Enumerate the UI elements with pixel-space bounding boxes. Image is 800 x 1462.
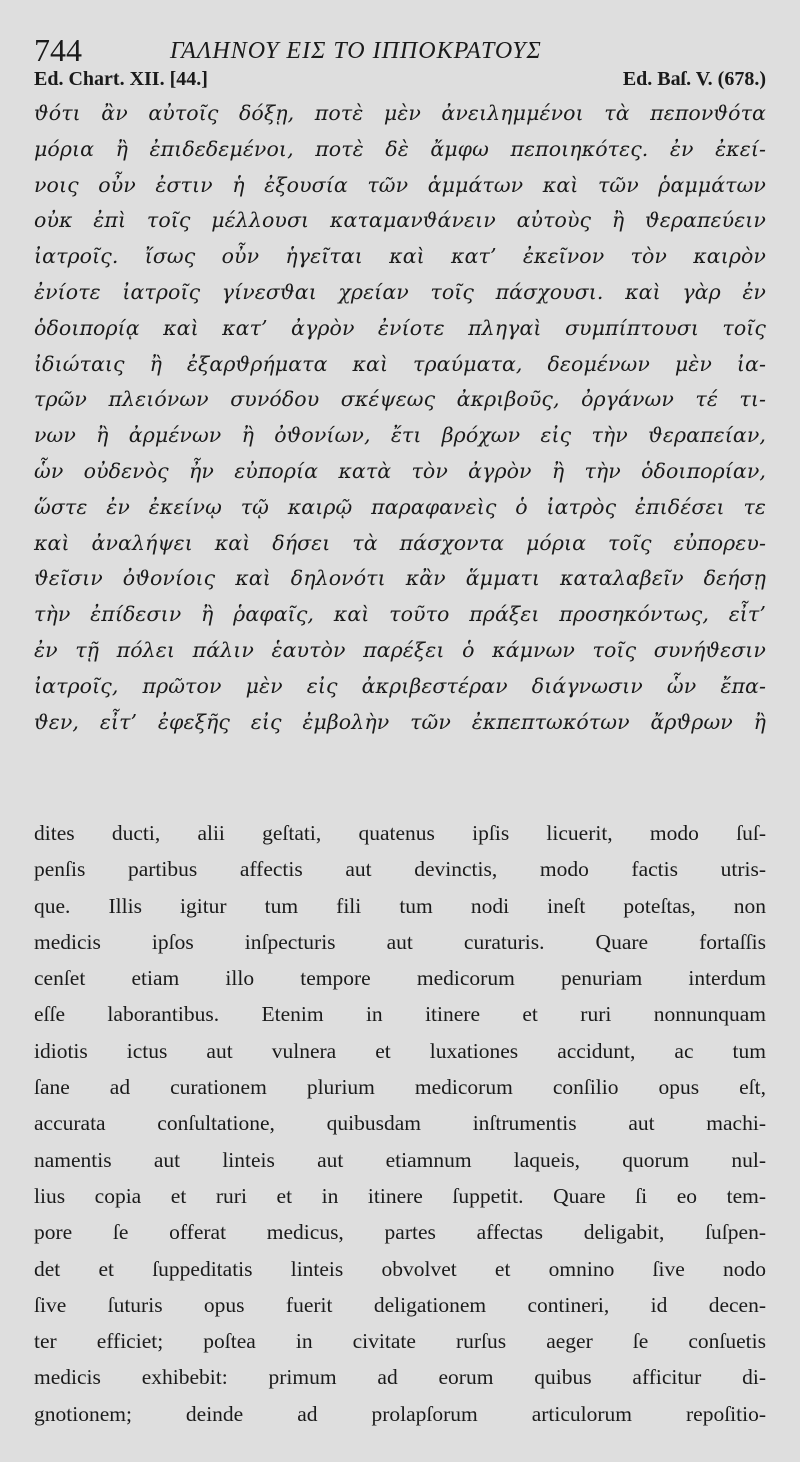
greek-text <box>34 96 766 740</box>
greek-text-line: νοις οὖν ἐστιν ἡ ἐξουσία τῶν ἁμμάτων καὶ τῶν ῥαμμάτων <box>34 172 766 197</box>
latin-text <box>34 815 766 1432</box>
latin-text-line: penſis partibus affectis aut devinctis, modo factis utris- <box>34 857 766 882</box>
greek-text-line: οὐκ ἐπὶ τοῖς μέλλουσι καταμανϑάνειν αὐτοὺς ἢ ϑεραπεύειν <box>34 208 766 233</box>
greek-text-line: ἰατροῖς, πρῶτον μὲν εἰς ἀκριβεστέραν διάγνωσιν ὧν ἔπα- <box>34 673 766 698</box>
greek-text-line: τὴν ἐπίδεσιν ἢ ῥαφαῖς, καὶ τοῦτο πράξει προσηκόντως, εἶτ’ <box>34 602 766 627</box>
latin-text-line: gnotionem; deinde ad prolapſorum articulorum repoſitio- <box>34 1401 766 1426</box>
latin-text-line: ſive ſuturis opus fuerit deligationem contineri, id decen- <box>34 1292 766 1317</box>
latin-text-line: det et ſuppeditatis linteis obvolvet et omnino ſive nodo <box>34 1256 766 1281</box>
latin-text-line: ſane ad curationem plurium medicorum conſilio opus eſt, <box>34 1075 766 1100</box>
greek-text-line: ἐν τῇ πόλει πάλιν ἑαυτὸν παρέξει ὁ κάμνων τοῖς συνήϑεσιν <box>34 637 766 662</box>
greek-text-line: ϑεῖσιν ὀϑονίοις καὶ δηλονότι κἂν ἅμματι καταλαβεῖν δεήσῃ <box>34 566 766 591</box>
greek-text-line: ὧν οὐδενὸς ἦν εὐπορία κατὰ τὸν ἀγρὸν ἢ τὴν ὁδοιπορίαν, <box>34 458 766 483</box>
greek-text-line: ἐνίοτε ἰατροῖς γίνεσϑαι χρείαν τοῖς πάσχουσι. καὶ γὰρ ἐν <box>34 279 766 304</box>
greek-text-line: τρῶν πλειόνων συνόδου σκέψεως ἀκριβοῦς, ὀργάνων τέ τι- <box>34 387 766 412</box>
latin-text-line: medicis ipſos inſpecturis aut curaturis. Quare fortaſſis <box>34 929 766 954</box>
latin-text-line: lius copia et ruri et in itinere ſuppetit. Quare ſi eo tem- <box>34 1183 766 1208</box>
greek-text-line: ὁδοιπορίᾳ καὶ κατ’ ἀγρὸν ἐνίοτε πληγαὶ συμπίπτουσι τοῖς <box>34 315 766 340</box>
greek-text-line: ϑεν, εἶτ’ ἐφεξῆς εἰς ἐμβολὴν τῶν ἐκπεπτωκότων ἄρϑρων ἢ <box>34 709 766 734</box>
greek-text-line: ἰατροῖς. ἴσως οὖν ἡγεῖται καὶ κατ’ ἐκεῖνον τὸν καιρὸν <box>34 244 766 269</box>
greek-text-line: ἰδιώταις ἢ ἐξαρϑρήματα καὶ τραύματα, δεομένων μὲν ἰα- <box>34 351 766 376</box>
greek-text-line: καὶ ἀναλήψει καὶ δήσει τὰ πάσχοντα μόρια τοῖς εὐπορευ- <box>34 530 766 555</box>
latin-text-line: que. Illis igitur tum fili tum nodi ineſt poteſtas, non <box>34 893 766 918</box>
greek-text-line: ὥστε ἐν ἐκείνῳ τῷ καιρῷ παραφανεὶς ὁ ἰατρὸς ἐπιδέσει τε <box>34 494 766 519</box>
latin-text-line: pore ſe offerat medicus, partes affectas deligabit, ſuſpen- <box>34 1220 766 1245</box>
latin-text-line: idiotis ictus aut vulnera et luxationes accidunt, ac tum <box>34 1038 766 1063</box>
edition-left: Ed. Chart. XII. [44.] <box>34 68 208 90</box>
latin-text-line: cenſet etiam illo tempore medicorum penuriam interdum <box>34 966 766 991</box>
page-number: 744 <box>34 32 82 68</box>
page-header <box>34 28 768 68</box>
latin-text-line: medicis exhibebit: primum ad eorum quibus afficitur di- <box>34 1365 766 1390</box>
latin-text-line: ter efficiet; poſtea in civitate rurſus aeger ſe conſuetis <box>34 1329 766 1354</box>
greek-text-line: νων ἢ ἀρμένων ἢ ὀϑονίων, ἔτι βρόχων εἰς τὴν ϑεραπείαν, <box>34 423 766 448</box>
latin-text-line: eſſe laborantibus. Etenim in itinere et ruri nonnunquam <box>34 1002 766 1027</box>
latin-text-line: dites ducti, alii geſtati, quatenus ipſis licuerit, modo ſuſ- <box>34 821 766 845</box>
running-title: ΓΑΛΗΝΟΥ ΕΙΣ ΤΟ ΙΠΠΟΚΡΑΤΟΥΣ <box>170 38 542 64</box>
greek-text-line: μόρια ἢ ἐπιδεδεμένοι, ποτὲ δὲ ἄμφω πεποιηκότες. ἐν ἐκεί- <box>34 136 766 161</box>
latin-text-line: namentis aut linteis aut etiamnum laqueis, quorum nul- <box>34 1147 766 1172</box>
edition-references <box>34 68 766 96</box>
latin-text-line: accurata conſultatione, quibusdam inſtrumentis aut machi- <box>34 1111 766 1136</box>
edition-right: Ed. Baſ. V. (678.) <box>622 68 766 90</box>
greek-text-line: ϑότι ἂν αὐτοῖς δόξῃ, ποτὲ μὲν ἀνειλημμένοι τὰ πεπονϑότα <box>34 101 766 125</box>
